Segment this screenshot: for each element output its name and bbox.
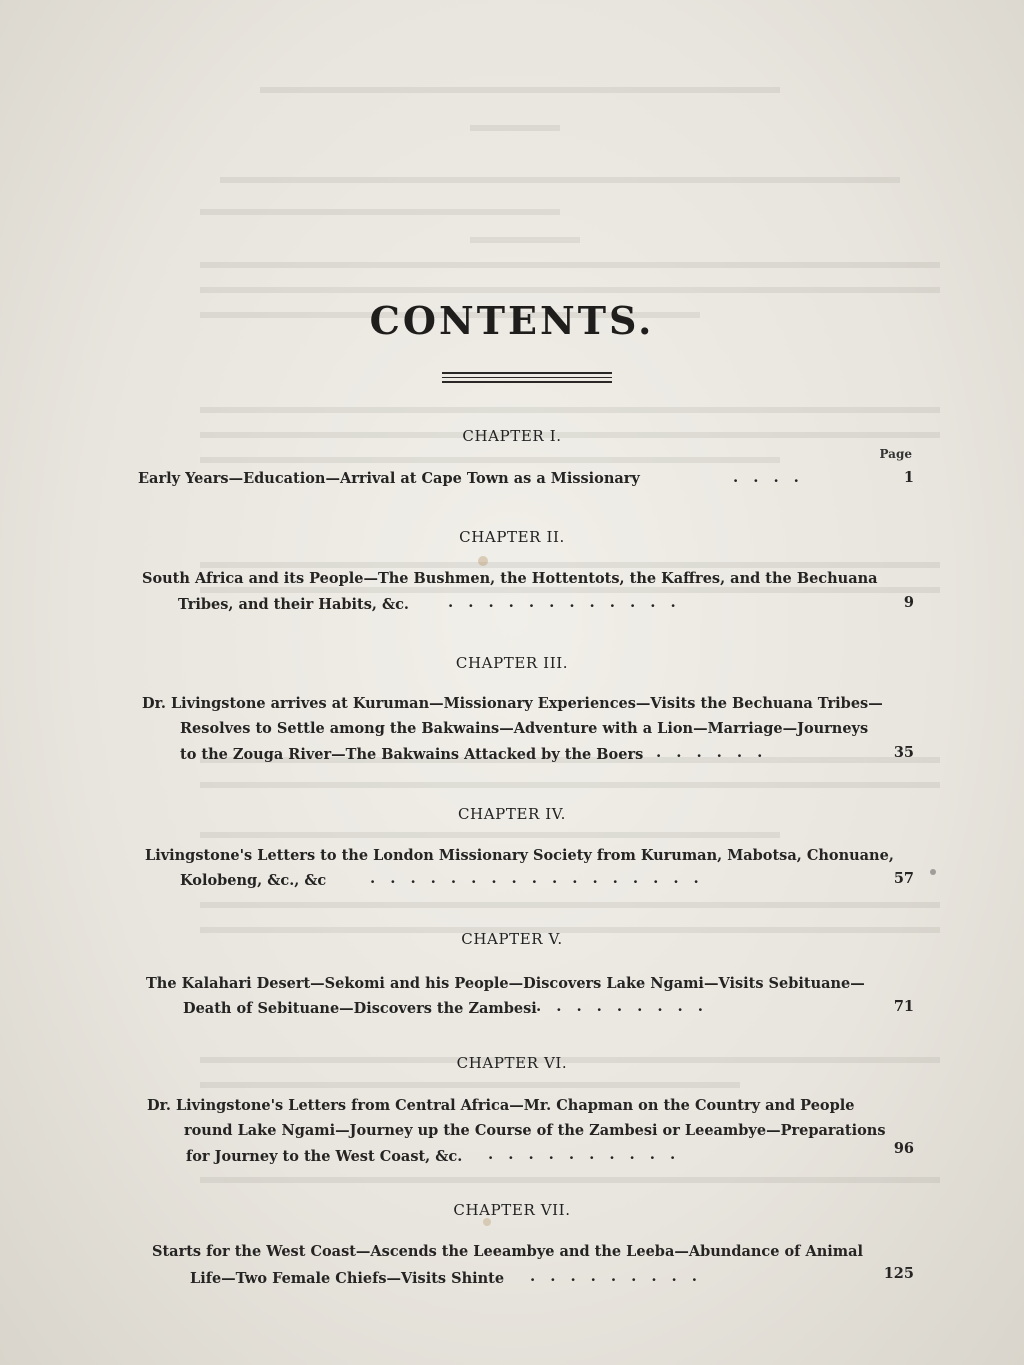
leader-dots: ..........	[488, 1145, 691, 1163]
chapter-summary-line: Death of Sebituane—Discovers the Zambesi	[183, 1000, 537, 1017]
leader-dots: ......	[656, 743, 778, 761]
leader-dots: ............	[448, 593, 691, 611]
chapter-summary-line: Dr. Livingstone's Letters from Central Africa—Mr. Chapman on the Country and People	[147, 1097, 855, 1114]
chapter-summary-line: round Lake Ngami—Journey up the Course of the Zambesi or Leeambye—Preparations	[184, 1122, 886, 1139]
chapter-heading: CHAPTER III.	[455, 654, 569, 672]
chapter-heading: CHAPTER VII.	[453, 1201, 571, 1219]
chapter-page-number: 71	[893, 998, 914, 1015]
chapter-page-number: 1	[903, 469, 914, 486]
chapter-heading: CHAPTER V.	[461, 930, 563, 948]
chapter-summary-line: Early Years—Education—Arrival at Cape Town as a Missionary	[138, 470, 640, 487]
title-rule	[442, 372, 612, 384]
leader-dots: ....	[733, 468, 814, 486]
chapter-summary-line: Tribes, and their Habits, &c.	[178, 596, 409, 613]
chapter-summary-line: for Journey to the West Coast, &c.	[186, 1148, 463, 1165]
chapter-heading: CHAPTER IV.	[457, 805, 566, 823]
chapter-summary-line: Starts for the West Coast—Ascends the Leeambye and the Leeba—Abundance of Animal	[152, 1243, 863, 1260]
leader-dots: .........	[536, 997, 718, 1015]
chapter-heading: CHAPTER I.	[462, 427, 562, 445]
chapter-page-number: 57	[893, 870, 914, 887]
chapter-heading: CHAPTER II.	[459, 528, 565, 546]
page-column-heading: Page	[879, 447, 912, 461]
leader-dots: .................	[370, 869, 714, 887]
chapter-summary-line: Kolobeng, &c., &c	[180, 872, 327, 889]
chapter-page-number: 125	[883, 1265, 914, 1282]
chapter-page-number: 35	[893, 744, 914, 761]
chapter-page-number: 9	[903, 594, 914, 611]
chapter-summary-line: Livingstone's Letters to the London Missionary Society from Kuruman, Mabotsa, Chonuane,	[145, 847, 894, 864]
chapter-summary-line: The Kalahari Desert—Sekomi and his People—Discovers Lake Ngami—Visits Sebituane—	[146, 975, 865, 992]
chapter-summary-line: Resolves to Settle among the Bakwains—Adventure with a Lion—Marriage—Journeys	[180, 720, 869, 737]
chapter-heading: CHAPTER VI.	[456, 1054, 568, 1072]
contents-title: CONTENTS.	[369, 298, 655, 343]
chapter-summary-line: to the Zouga River—The Bakwains Attacked by the Boers	[180, 746, 644, 763]
leader-dots: .........	[530, 1267, 712, 1285]
chapter-summary-line: South Africa and its People—The Bushmen, the Hottentots, the Kaffres, and the Bechuana	[142, 570, 878, 587]
chapter-summary-line: Life—Two Female Chiefs—Visits Shinte	[190, 1270, 505, 1287]
chapter-page-number: 96	[893, 1140, 914, 1157]
chapter-summary-line: Dr. Livingstone arrives at Kuruman—Missionary Experiences—Visits the Bechuana Tribes—	[142, 695, 883, 712]
